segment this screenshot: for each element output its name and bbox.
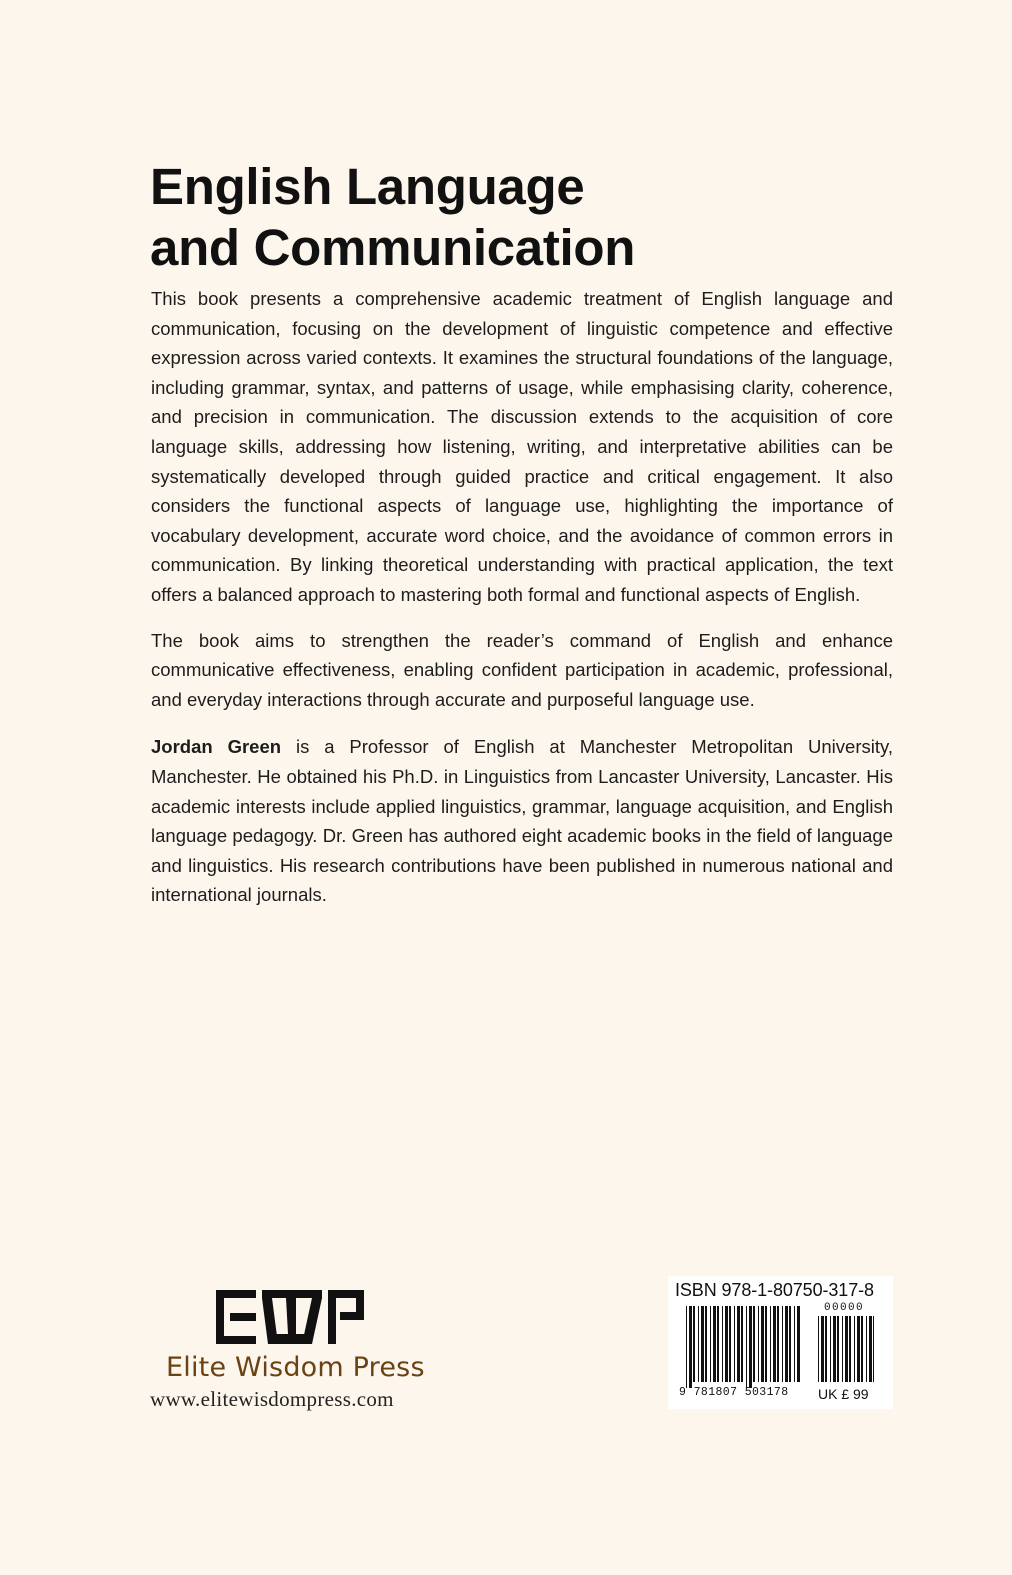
barcode-bar [734,1306,735,1382]
barcode-bar [758,1306,759,1382]
isbn-label: ISBN 978-1-80750-317-8 [675,1280,874,1300]
barcode-bar [782,1306,783,1382]
barcode-bar [825,1316,827,1382]
back-cover-text [151,284,893,926]
barcode-addon-digits: 00000 [824,1302,865,1314]
barcode-bar [849,1316,851,1382]
publisher-logo [216,1290,364,1344]
barcode-digits: 9 781807 503178 [679,1386,789,1399]
barcode-bar [821,1316,824,1382]
barcode-bar [842,1316,843,1382]
barcode-bar [753,1306,755,1382]
barcode-bar [698,1306,699,1382]
barcode-bar [686,1306,687,1388]
barcode-bar [725,1306,728,1382]
barcode-bar [729,1306,731,1382]
barcode-bar [869,1316,872,1382]
publisher-name: Elite Wisdom Press [166,1352,425,1383]
author-name: Jordan Green [151,736,282,758]
barcode-bar [722,1306,723,1382]
barcode-bar [761,1306,764,1382]
barcode-bar [713,1306,716,1382]
barcode-bar [818,1316,819,1382]
barcode-bar [770,1306,771,1382]
author-bio-text: is a Professor of English at Manchester Metropolitan University, Manchester. He obtained his Ph.D. in Linguistics from Lancaster University, Lancaster. His academic interests include applied linguistics, grammar, language acquisition, and English language pedagogy. Dr. Green has authored eight academic books in the field of language and linguistics. His research contributions have been published in numerous national and international journals. [151,736,893,906]
barcode-bar [710,1306,711,1382]
barcode-bar [705,1306,707,1382]
author-bio [151,732,893,910]
barcode-bar [854,1316,855,1382]
barcode-bar [773,1306,776,1382]
barcode-bar [765,1306,767,1382]
barcode-bar [785,1306,788,1382]
barcode-bar [797,1306,800,1382]
barcode-bar [777,1306,779,1382]
description-paragraph-2: The book aims to strengthen the reader’s command of English and enhance communicative effectiveness, enabling confident participation in academic, professional, and everyday interactions through accurate and purposeful language use. [151,629,893,710]
barcode-bar [689,1306,692,1388]
barcode-bar [873,1316,874,1382]
publisher-block [150,1290,440,1412]
barcode-bar [837,1316,839,1382]
barcode-bar [693,1306,695,1382]
barcode-bar [833,1316,836,1382]
barcode-bar [857,1316,860,1382]
barcode-bar [701,1306,704,1382]
isbn-barcode [668,1276,893,1409]
barcode-bar [741,1306,743,1382]
publisher-url: www.elitewisdompress.com [150,1387,394,1411]
barcode-bar [845,1316,848,1382]
book-title [150,156,890,278]
barcode-bar [861,1316,863,1382]
barcode-bar [866,1316,867,1382]
description-paragraph-1: This book presents a comprehensive academic treatment of English language and communication, focusing on the development of linguistic competence and effective expression across varied contexts. It examines the structural foundations of the language, including grammar, syntax, and patterns of usage, while emphasising clarity, coherence, and precision in communication. The discussion extends to the acquisition of core language skills, addressing how listening, writing, and interpretative abilities can be systematically developed through guided practice and critical engagement. It also considers the functional aspects of language use, highlighting the importance of vocabulary development, accurate word choice, and the avoidance of common errors in communication. By linking theoretical understanding with practical application, the text offers a balanced approach to mastering both formal and functional aspects of English. [151,288,893,605]
price: UK £ 99 [818,1386,869,1402]
barcode-bar [737,1306,740,1382]
barcode-bar [717,1306,719,1382]
book-title-line-2: and Communication [150,219,636,276]
barcode-bar [789,1306,791,1382]
barcode-bar [746,1306,747,1388]
barcode-bar [749,1306,752,1388]
book-title-line-1: English Language [150,158,585,215]
barcode-bar [830,1316,831,1382]
barcode-bar [794,1306,795,1382]
